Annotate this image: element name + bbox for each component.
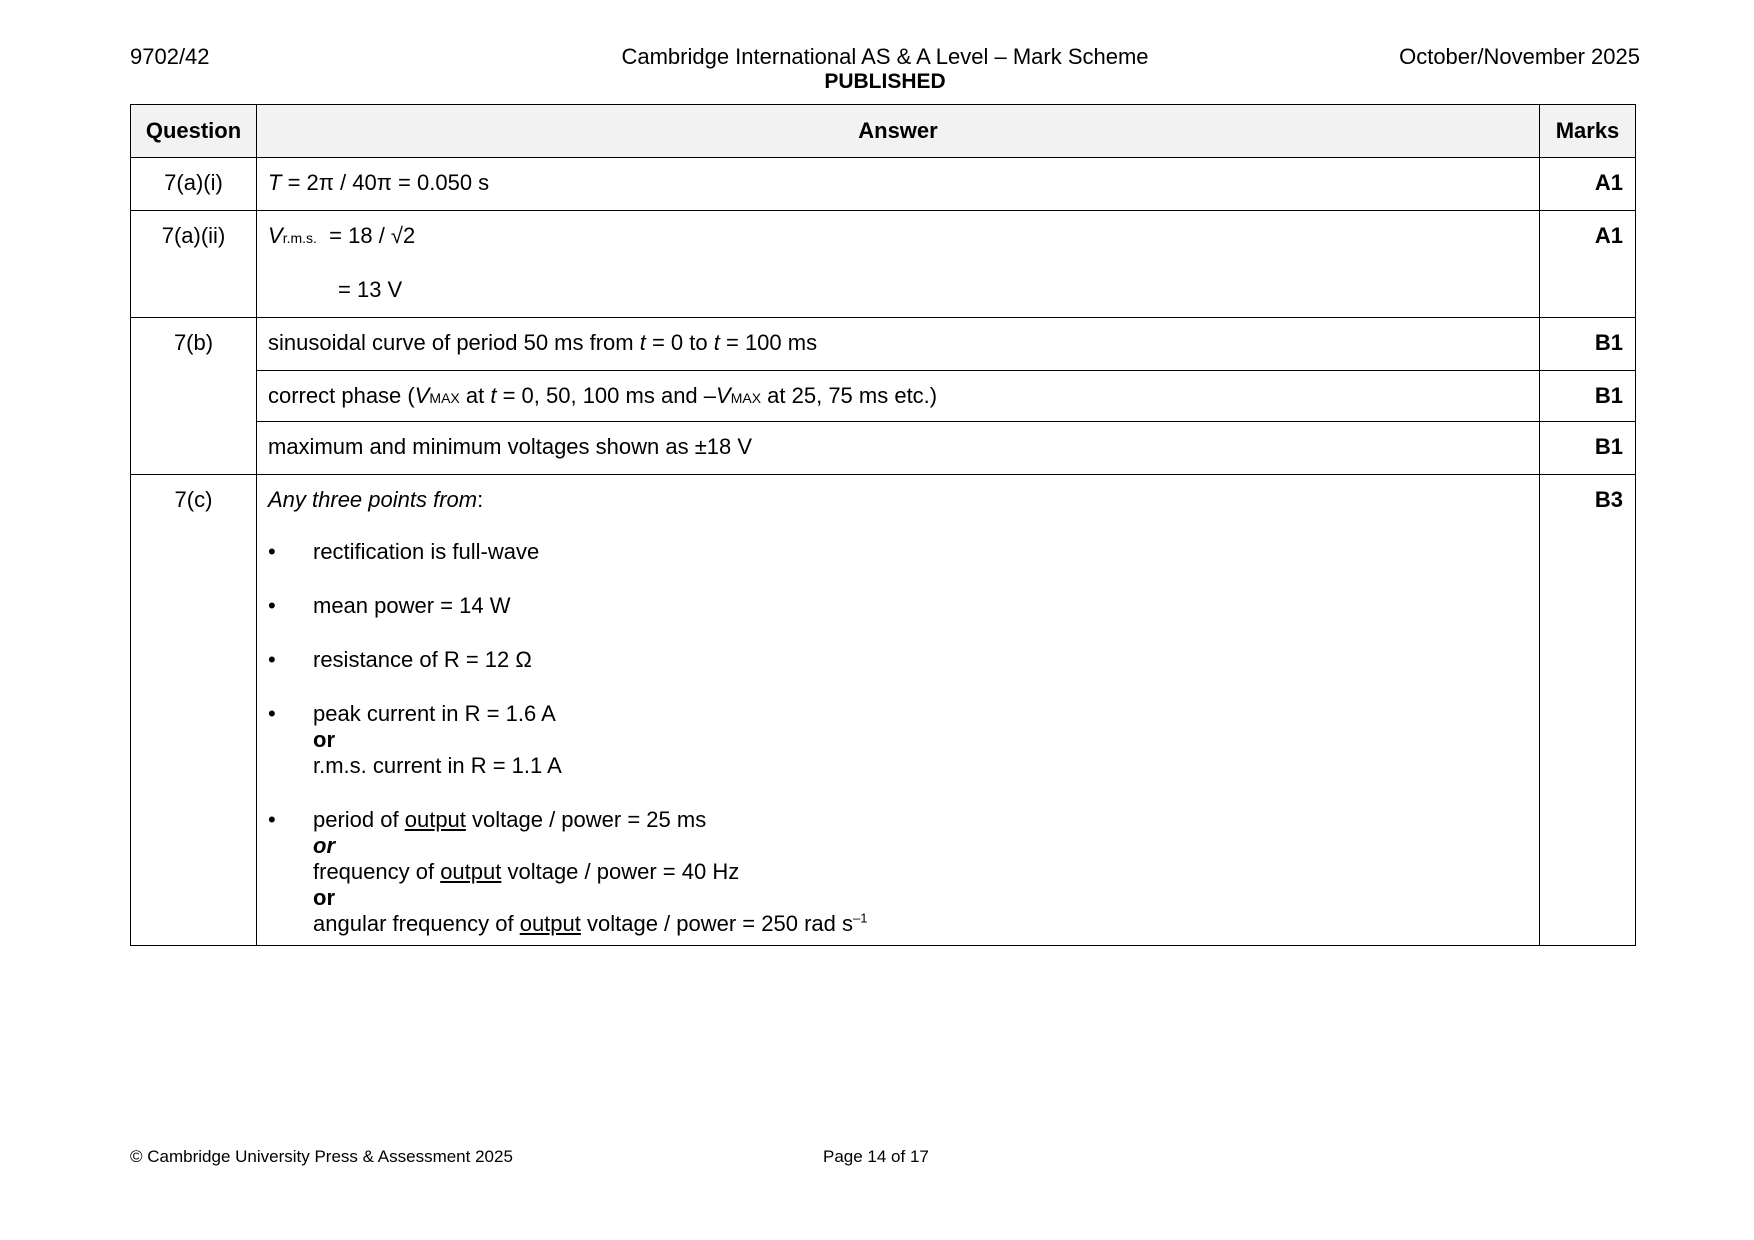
point-text: peak current in R = 1.6 A — [313, 701, 556, 726]
answer-text: maximum and minimum voltages shown as ±18 V — [268, 434, 753, 459]
answer-text: = 100 ms — [719, 330, 818, 355]
point-text: mean power = 14 W — [313, 593, 511, 618]
answer-text: at — [459, 383, 491, 408]
point-text: r.m.s. current in R = 1.1 A — [313, 753, 562, 778]
list-item — [268, 647, 1529, 673]
answer-text: = 2π / 40π = 0.050 s — [281, 170, 490, 195]
bullet-icon: • — [268, 807, 276, 832]
mark-value: A1 — [1540, 158, 1636, 211]
or-separator: or — [313, 833, 335, 858]
list-item — [268, 539, 1529, 565]
table-header-row — [131, 105, 1636, 158]
point-text: period of — [313, 807, 405, 832]
point-text: resistance of R = 12 Ω — [313, 647, 532, 672]
table-row — [131, 475, 1636, 946]
question-column-header: Question — [131, 105, 257, 158]
mark-value: B1 — [1540, 371, 1636, 422]
point-text: voltage / power = 250 rad s — [580, 911, 853, 936]
published-label: PUBLISHED — [824, 70, 946, 93]
answer-cell — [257, 158, 1540, 211]
syllabus-code: 9702/42 — [130, 44, 210, 69]
superscript: –1 — [853, 910, 868, 926]
symbol-t: t — [490, 383, 497, 408]
answer-text: = 13 V — [338, 277, 403, 302]
mark-scheme-table — [130, 104, 1636, 946]
underlined-word: output — [440, 859, 502, 884]
answer-cell — [257, 371, 1540, 422]
table-row — [131, 158, 1636, 211]
point-text: voltage / power = 25 ms — [465, 807, 707, 832]
bullet-icon: • — [268, 593, 276, 618]
point-text: voltage / power = 40 Hz — [501, 859, 740, 884]
mark-value: B1 — [1540, 318, 1636, 371]
table-row — [131, 318, 1636, 371]
table-row — [131, 371, 1636, 422]
underlined-word: output — [519, 911, 581, 936]
point-text: rectification is full-wave — [313, 539, 540, 564]
symbol-t: t — [639, 330, 646, 355]
or-separator: or — [313, 727, 335, 752]
answer-text: = 0 to — [645, 330, 714, 355]
document-title: Cambridge International AS & A Level – Mark Scheme — [621, 44, 1149, 69]
symbol-V: V — [268, 223, 283, 248]
answer-text: : — [477, 487, 484, 512]
mark-value: A1 — [1540, 211, 1636, 318]
question-number: 7(a)(i) — [131, 158, 257, 211]
table-row — [131, 211, 1636, 318]
question-number: 7(a)(ii) — [131, 211, 257, 318]
exam-session: October/November 2025 — [1399, 44, 1640, 69]
list-item — [268, 593, 1529, 619]
table-row — [131, 422, 1636, 475]
copyright-footer: © Cambridge University Press & Assessment 2025 — [130, 1147, 513, 1166]
symbol-V: V — [716, 383, 731, 408]
mark-value: B1 — [1540, 422, 1636, 475]
list-item — [268, 701, 1529, 779]
bullet-icon: • — [268, 539, 276, 564]
answer-column-header: Answer — [257, 105, 1540, 158]
subscript-max: MAX — [429, 390, 460, 406]
subscript-rms: r.m.s. — [282, 230, 317, 246]
answer-text: at 25, 75 ms etc.) — [761, 383, 938, 408]
list-item — [268, 807, 1529, 937]
answer-cell — [257, 422, 1540, 475]
underlined-word: output — [404, 807, 466, 832]
bullet-icon: • — [268, 647, 276, 672]
subscript-max: MAX — [730, 390, 762, 406]
or-separator: or — [313, 885, 335, 910]
page-header — [130, 44, 1640, 100]
point-text: frequency of — [313, 859, 441, 884]
symbol-V: V — [414, 383, 430, 408]
answer-cell — [257, 318, 1540, 371]
question-number: 7(c) — [131, 475, 257, 946]
answer-text: sinusoidal curve of period 50 ms from — [268, 330, 640, 355]
answer-text: correct phase ( — [268, 383, 415, 408]
points-list — [268, 539, 1529, 937]
page-number: Page 14 of 17 — [823, 1147, 929, 1166]
question-number: 7(b) — [131, 318, 257, 475]
marks-column-header: Marks — [1540, 105, 1636, 158]
answer-text: = 18 / √2 — [329, 223, 416, 248]
point-text: angular frequency of — [313, 911, 520, 936]
symbol-T: T — [268, 170, 282, 195]
answer-cell — [257, 211, 1540, 318]
answer-cell — [257, 475, 1540, 946]
answer-text: = 0, 50, 100 ms and – — [496, 383, 717, 408]
intro-text: Any three points from — [268, 487, 478, 512]
mark-value: B3 — [1540, 475, 1636, 946]
symbol-t: t — [713, 330, 720, 355]
bullet-icon: • — [268, 701, 276, 726]
